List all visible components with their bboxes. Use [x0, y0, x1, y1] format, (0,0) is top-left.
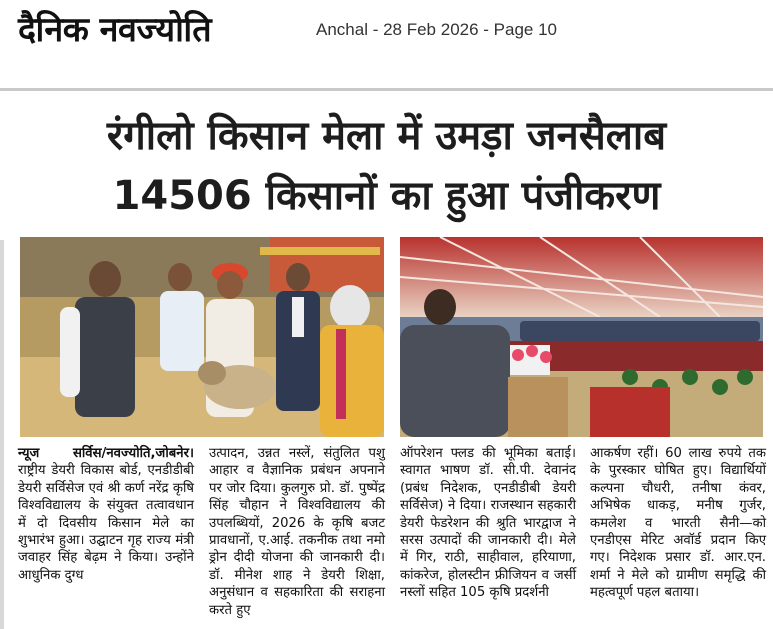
column-3-text: ऑपरेशन फ्लड की भूमिका बताई। स्वागत भाषण डॉ. सी.पी. देवानंद (प्रबंध निदेशक, एनडीडीबी डेयरी सर्विसेज) ने दिया। राजस्थान सहकारी डेयरी फेडरेशन की श्रुति भारद्वाज ने सरस उत्पादों की जानकारी दी। मेले में गिर, राठी, साहीवाल, हरियाणा, कांकरेज, होलस्टीन फ्रीजियन व जर्सी नस्लों सहित 105 कृषि प्रदर्शनी — [400, 446, 576, 601]
edition-line: Anchal - 28 Feb 2026 - Page 10 — [316, 20, 557, 39]
article-column-3 — [400, 445, 576, 602]
column-1-text: राष्ट्रीय डेयरी विकास बोर्ड, एनडीडीबी डेयरी सर्विसेज एवं श्री कर्ण नरेंद्र कृषि विश्वविद्यालय के संयुक्त तत्वावधान में दो दिवसीय किसान मेले का शुभारंभ हुआ। उद्घाटन गृह राज्य मंत्री जवाहर सिंह बेढ़म ने किया। उन्होंने आधुनिक दुग्ध — [18, 463, 194, 583]
dateline: न्यूज सर्विस/नवज्योति,जोबनेर। — [18, 446, 194, 461]
article-column-4 — [590, 445, 766, 602]
headline-line-2: 14506 किसानों का हुआ पंजीकरण — [112, 173, 661, 219]
masthead — [0, 0, 773, 62]
article-column-2 — [209, 445, 385, 619]
article-column-1 — [18, 445, 194, 584]
header-divider — [0, 88, 773, 91]
headline-line-1: रंगीलो किसान मेला में उमड़ा जनसैलाब — [106, 113, 667, 159]
column-4-text: आकर्षण रहीं। 60 लाख रुपये तक के पुरस्कार घोषित हुए। विद्यार्थियों कल्पना चौधरी, तनीषा कंवर, अभिषेक धाकड़, मनीष गुर्जर, कमलेश व भारती सैनी—को एनडीएस मेरिट अवॉर्ड प्रदान किए गए। निदेशक प्रसार डॉ. आर.एन. शर्मा ने मेले को ग्रामीण समृद्धि की महत्वपूर्ण पहल बताया। — [590, 446, 766, 601]
column-2-text: उत्पादन, उन्नत नस्लें, संतुलित पशु आहार व वैज्ञानिक प्रबंधन अपनाने पर जोर दिया। कुलगुरु प्रो. डॉ. पुष्पेंद्र सिंह चौहान ने विश्वविद्यालय की उपलब्धियों, 2026 के कृषि बजट प्रावधानों, ए.आई. तकनीक तथा नमो ड्रोन दीदी योजना की जानकारी दी। डॉ. मीनेश शाह ने डेयरी शिक्षा, अनुसंधान व सहकारिता की सराहना करते हुए — [209, 446, 385, 618]
newspaper-logo: दैनिक नवज्योति — [18, 10, 212, 50]
page-edge — [0, 240, 4, 629]
photo-pandal — [400, 237, 763, 437]
photo-inauguration — [20, 237, 384, 437]
